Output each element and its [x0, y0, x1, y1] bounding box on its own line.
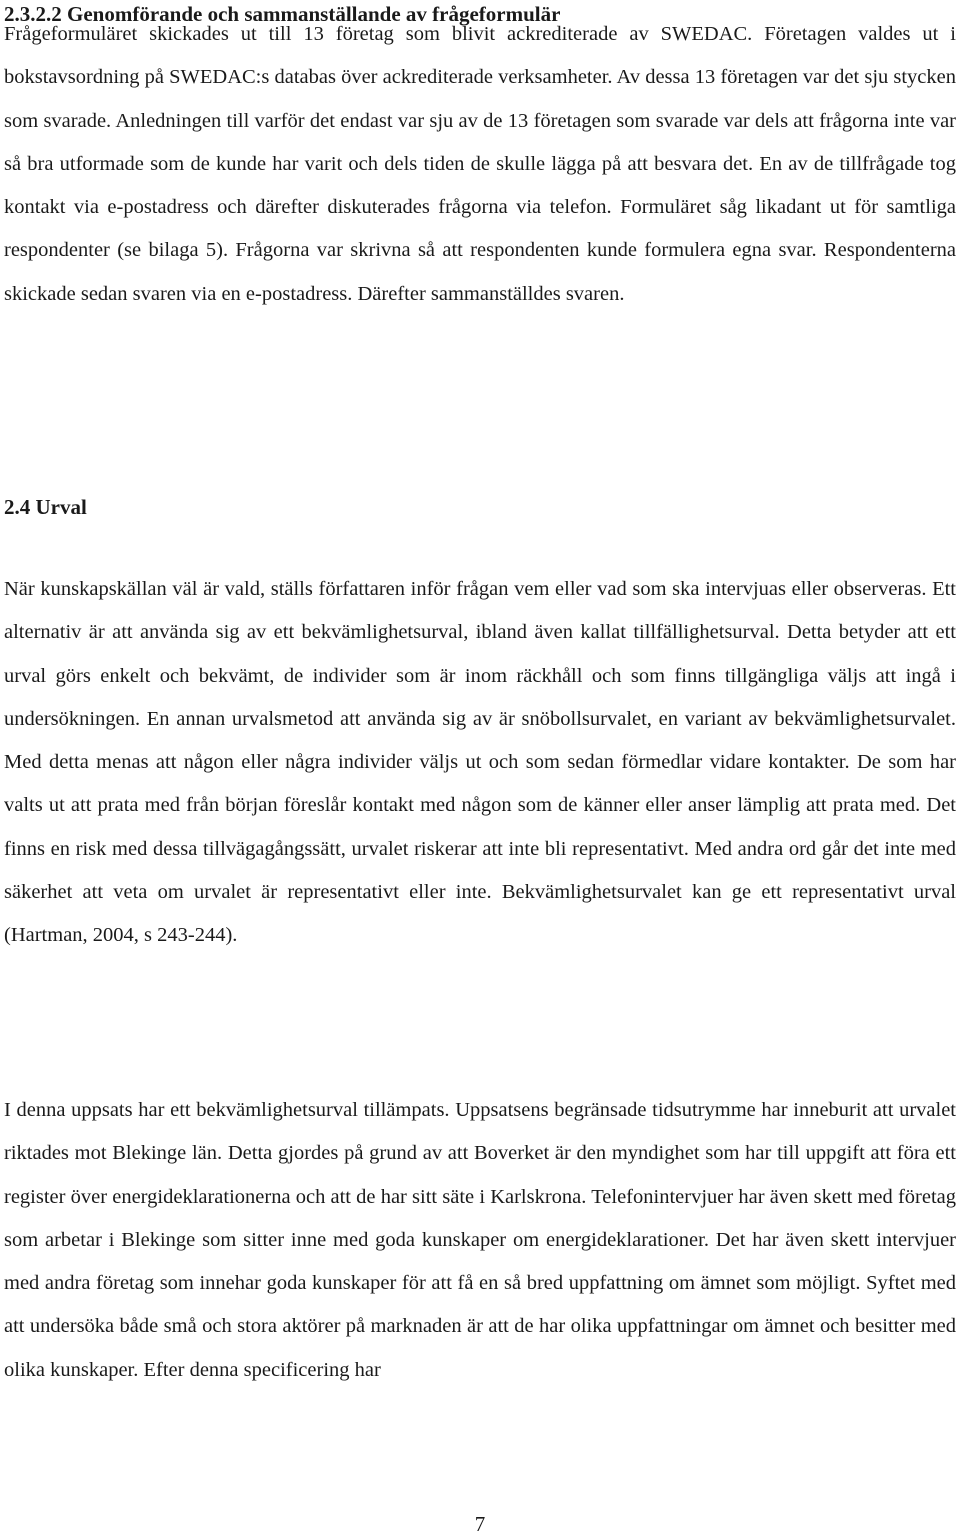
page-number: 7	[474, 1512, 486, 1536]
section-heading: 2.3.2.2 Genomförande och sammanställande av frågeformulär	[4, 2, 561, 26]
paragraph-questionnaire: Frågeformuläret skickades ut till 13 företag som blivit ackrediterade av SWEDAC. Företagen valdes ut i bokstavsordning på SWEDAC:s databas över ackrediterade verksamheter. Av dessa 13 företagen var det sju stycken som svarade. Anledningen till varför det endast var sju av de 13 företagen som svarade var dels att frågorna inte var så bra utformade som de kunde har varit och dels tiden de skulle lägga på att besvara det. En av de tillfrågade tog kontakt via e-postadress och därefter diskuterades frågorna via telefon. Formuläret såg likadant ut för samtliga respondenter (se bilaga 5). Frågorna var skrivna så att respondenten kunde formulera egna svar. Respondenterna skickade sedan svaren via en e-postadress. Därefter sammanställdes svaren.	[4, 23, 957, 305]
paragraph-sampling: När kunskapskällan väl är vald, ställs författaren inför frågan vem eller vad som ska intervjuas eller observeras. Ett alternativ är att använda sig av ett bekvämlighetsurval, ibland även kallat tillfällighetsurval. Detta betyder att ett urval görs enkelt och bekvämt, de individer som är inom räckhåll och som finns tillgängliga väljs att ingå i undersökningen. En annan urvalsmetod att använda sig av är snöbollsurvalet, en variant av bekvämlighetsurvalet. Med detta menas att någon eller några individer väljs ut och som sedan förmedlar vidare kontakter. De som har valts ut att prata med från början föreslår kontakt med någon som de känner eller anser lämplig att prata med. Det finns en risk med dessa tillvägagångssätt, urvalet riskerar att inte bli representativt. Med andra ord går det inte med säkerhet att veta om urvalet är representativt eller inte. Bekvämlighetsurvalet kan ge ett representativt urval (Hartman, 2004, s 243-244).	[4, 578, 956, 947]
subsection-heading: 2.4 Urval	[4, 495, 87, 519]
paragraph-convenience-sample: I denna uppsats har ett bekvämlighetsurval tillämpats. Uppsatsens begränsade tidsutrymme har inneburit att urvalet riktades mot Blekinge län. Detta gjordes på grund av att Boverket är den myndighet som har till uppgift att föra ett register över energideklarationerna och att de har sitt säte i Karlskrona. Telefonintervjuer har även skett med företag som arbetar i Blekinge som sitter inne med goda kunskaper om energideklarationer. Det har även skett intervjuer med andra företag som innehar goda kunskaper för att få en så bred uppfattning om ämnet som möjligt. Syftet med att undersöka både små och stora aktörer på marknaden är att de har olika uppfattningar om ämnet och besitter med olika kunskaper. Efter denna specificering har	[4, 1099, 956, 1381]
